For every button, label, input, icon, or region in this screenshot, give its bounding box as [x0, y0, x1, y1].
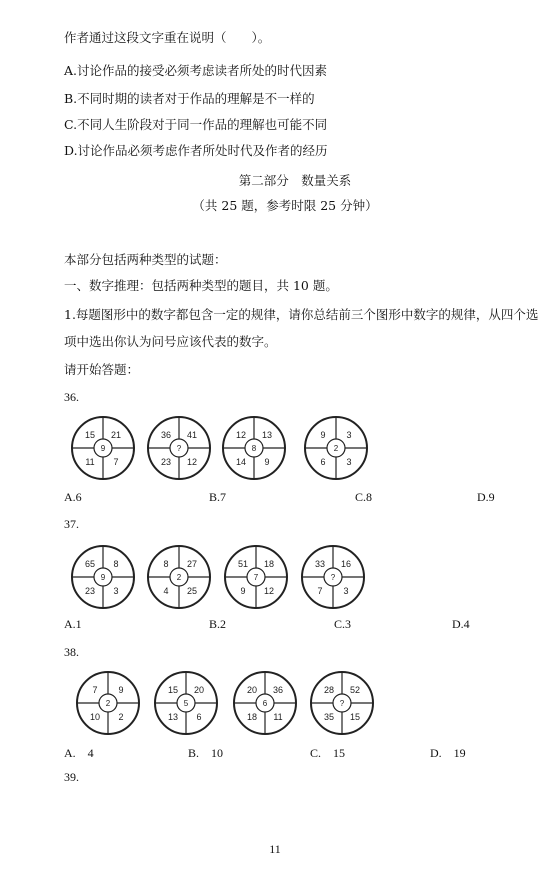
- circle-number-tr: 9: [118, 685, 124, 695]
- circle-number-br: 7: [113, 457, 119, 467]
- start-prompt: 请开始答题：: [64, 362, 140, 377]
- question-number: 39.: [64, 770, 79, 784]
- section-subtitle: （共 25 题，参考时限 25 分钟）: [192, 198, 378, 213]
- option[interactable]: B. 10: [188, 746, 224, 760]
- circle-number-br: 3: [113, 586, 119, 596]
- circle-center-value: 5: [183, 699, 189, 708]
- circle-number-bl: 11: [85, 457, 95, 467]
- circle-center-value: 8: [251, 444, 257, 453]
- number-circle-figure: [72, 417, 134, 479]
- option[interactable]: C.8: [355, 490, 373, 504]
- option[interactable]: A. 4: [64, 746, 94, 760]
- circle-number-tl: 7: [92, 685, 98, 695]
- circle-number-tr: 41: [186, 430, 198, 440]
- intro-option-d: D.讨论作品必须考虑作者所处时代及作者的经历: [64, 143, 328, 158]
- circle-number-tr: 36: [272, 685, 284, 695]
- circle-number-bl: 13: [167, 712, 179, 722]
- question-number: 36.: [64, 390, 79, 404]
- number-circle-figure: [305, 417, 367, 479]
- circle-number-tr: 16: [340, 559, 352, 569]
- circle-number-br: 25: [186, 586, 198, 596]
- circle-number-bl: 23: [84, 586, 96, 596]
- circle-center-value: 2: [333, 444, 339, 453]
- number-circle-figure: [155, 672, 217, 734]
- number-circle-figure: [223, 417, 285, 479]
- intro-option-a: A.讨论作品的接受必须考虑读者所处的时代因素: [64, 63, 328, 78]
- option[interactable]: C. 15: [310, 746, 346, 760]
- circle-number-br: 11: [273, 712, 283, 722]
- circle-number-bl: 14: [235, 457, 247, 467]
- circle-number-bl: 6: [320, 457, 326, 467]
- section-title: 第二部分 数量关系: [238, 173, 352, 188]
- circle-number-tr: 52: [349, 685, 361, 695]
- circle-number-bl: 23: [160, 457, 172, 467]
- circle-number-br: 6: [196, 712, 202, 722]
- number-circle-figure: [311, 672, 373, 734]
- option[interactable]: A.6: [64, 490, 82, 504]
- circle-center-value: 7: [253, 573, 259, 582]
- circle-number-tl: 9: [320, 430, 326, 440]
- number-circle-figure: [148, 546, 210, 608]
- circle-center-value: 9: [100, 444, 106, 453]
- number-circle-figure: [302, 546, 364, 608]
- number-circle-figure: [77, 672, 139, 734]
- intro-option-b: B.不同时期的读者对于作品的理解是不一样的: [64, 91, 315, 106]
- page-number: 11: [269, 842, 281, 856]
- circle-number-bl: 10: [89, 712, 101, 722]
- intro-option-c: C.不同人生阶段对于同一作品的理解也可能不同: [64, 117, 328, 132]
- circle-center-value: 6: [262, 699, 268, 708]
- circle-number-bl: 18: [246, 712, 258, 722]
- intro-question-stem: 作者通过这段文字重在说明（ ）。: [64, 30, 271, 45]
- number-circle-figure: [225, 546, 287, 608]
- option[interactable]: B.2: [209, 617, 227, 631]
- question-number: 37.: [64, 517, 79, 531]
- instruction-line-1: 1.每题图形中的数字都包含一定的规律，请你总结前三个图形中数字的规律，从四个选: [64, 307, 539, 322]
- circle-number-br: 15: [349, 712, 361, 722]
- number-circle-figure: [148, 417, 210, 479]
- circle-number-tl: 20: [246, 685, 258, 695]
- circle-number-tl: 15: [167, 685, 179, 695]
- circle-number-tl: 36: [160, 430, 172, 440]
- circle-number-tl: 33: [314, 559, 326, 569]
- circle-center-value: 2: [176, 573, 182, 582]
- number-circle-figure: [234, 672, 296, 734]
- instruction-line-2: 项中选出你认为问号应该代表的数字。: [64, 334, 277, 349]
- circle-center-value: 2: [105, 699, 111, 708]
- part-description: 本部分包括两种类型的试题：: [64, 252, 227, 267]
- circle-number-br: 3: [346, 457, 352, 467]
- circle-number-tr: 21: [110, 430, 122, 440]
- circle-number-br: 3: [343, 586, 349, 596]
- option[interactable]: D.9: [477, 490, 495, 504]
- option[interactable]: D.4: [452, 617, 470, 631]
- circle-number-bl: 4: [163, 586, 169, 596]
- circle-number-tl: 28: [323, 685, 335, 695]
- circle-number-br: 9: [264, 457, 270, 467]
- circle-center-value: 9: [100, 573, 106, 582]
- option[interactable]: C.3: [334, 617, 352, 631]
- circle-number-br: 12: [186, 457, 198, 467]
- circle-number-tl: 51: [237, 559, 249, 569]
- option[interactable]: D. 19: [430, 746, 466, 760]
- circle-number-tr: 18: [263, 559, 275, 569]
- circle-number-tr: 13: [261, 430, 273, 440]
- circle-number-tl: 65: [84, 559, 96, 569]
- option[interactable]: B.7: [209, 490, 227, 504]
- circle-number-tl: 12: [235, 430, 247, 440]
- circle-number-bl: 35: [323, 712, 335, 722]
- circle-number-tl: 15: [84, 430, 96, 440]
- circle-number-tr: 3: [346, 430, 352, 440]
- question-number: 38.: [64, 645, 79, 659]
- part-one-heading: 一、数字推理：包括两种类型的题目，共 10 题。: [64, 278, 338, 293]
- circle-number-tr: 20: [193, 685, 205, 695]
- circle-number-bl: 7: [317, 586, 323, 596]
- circle-number-br: 12: [263, 586, 275, 596]
- circle-center-value: ?: [330, 573, 336, 582]
- number-circle-figure: [72, 546, 134, 608]
- circle-number-tr: 8: [113, 559, 119, 569]
- option[interactable]: A.1: [64, 617, 82, 631]
- circle-center-value: ?: [176, 444, 182, 453]
- circle-center-value: ?: [339, 699, 345, 708]
- circle-number-tl: 8: [163, 559, 169, 569]
- circle-number-br: 2: [118, 712, 124, 722]
- circle-number-tr: 27: [186, 559, 198, 569]
- circle-number-bl: 9: [240, 586, 246, 596]
